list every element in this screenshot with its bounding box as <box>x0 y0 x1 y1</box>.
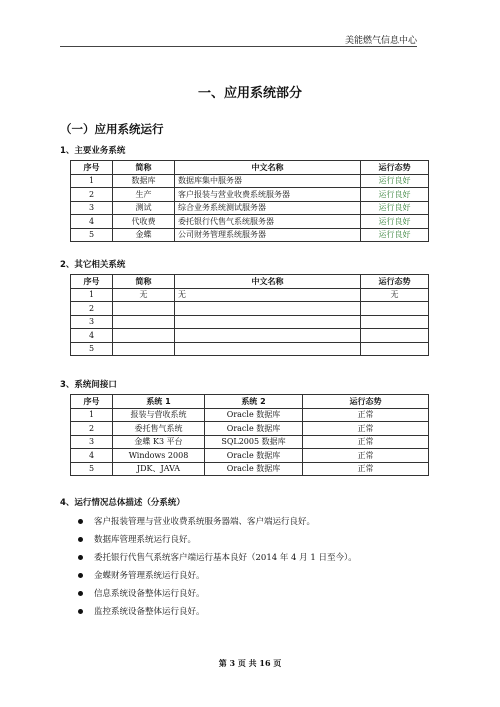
summary-title: 4、运行情况总体描述（分系统） <box>60 498 185 508</box>
cell: 1 <box>71 288 113 302</box>
cell: 正常 <box>303 462 429 476</box>
table-row <box>71 228 429 242</box>
cell <box>175 342 361 356</box>
table-row <box>71 215 429 229</box>
col-header: 简称 <box>113 275 175 289</box>
table-row <box>71 462 429 476</box>
cell <box>175 302 361 316</box>
list-item-text: 客户报装管理与营业收费系统服务器端、客户端运行良好。 <box>94 517 316 527</box>
cell <box>175 329 361 343</box>
cell: 4 <box>71 329 113 343</box>
cell: 代收费 <box>113 215 175 229</box>
cell: 综合业务系统测试服务器 <box>175 201 361 215</box>
cell: Oracle 数据库 <box>205 449 303 463</box>
cell: 5 <box>71 462 113 476</box>
cell: 3 <box>71 435 113 449</box>
col-header: 中文名称 <box>175 275 361 289</box>
table-row <box>71 329 429 343</box>
list-item <box>78 551 357 563</box>
cell <box>361 302 429 316</box>
cell: 1 <box>71 408 113 422</box>
cell <box>113 315 175 329</box>
col-header: 中文名称 <box>175 161 361 175</box>
table-row <box>71 188 429 202</box>
cell: 2 <box>71 302 113 316</box>
col-header: 序号 <box>71 395 113 409</box>
table-row <box>71 422 429 436</box>
list-item-text: 金蝶财务管理系统运行良好。 <box>94 571 205 581</box>
status-cell: 运行良好 <box>361 228 429 242</box>
bullet-icon <box>78 537 83 542</box>
cell: 无 <box>361 288 429 302</box>
table-row <box>71 174 429 188</box>
cell: 委托售气系统 <box>113 422 205 436</box>
cell: 4 <box>71 215 113 229</box>
cell: 5 <box>71 228 113 242</box>
col-header: 序号 <box>71 275 113 289</box>
header-org: 美能燃气信息中心 <box>344 36 417 46</box>
cell: JDK、JAVA <box>113 462 205 476</box>
cell: 4 <box>71 449 113 463</box>
cell: 正常 <box>303 408 429 422</box>
related-systems-table <box>70 274 429 356</box>
page-footer: 第 3 页 共 16 页 <box>218 658 282 668</box>
bullet-icon <box>78 519 83 524</box>
cell <box>113 302 175 316</box>
cell: 正常 <box>303 435 429 449</box>
table3-title: 3、系统间接口 <box>60 380 117 390</box>
cell: 金蝶 <box>113 228 175 242</box>
table-row <box>71 342 429 356</box>
table-row <box>71 288 429 302</box>
list-item <box>78 515 315 527</box>
cell: SQL2005 数据库 <box>205 435 303 449</box>
col-header: 简称 <box>113 161 175 175</box>
bullet-icon <box>78 609 83 614</box>
col-header: 运行态势 <box>361 161 429 175</box>
table-row <box>71 302 429 316</box>
cell <box>113 342 175 356</box>
page-header <box>60 34 417 47</box>
status-cell: 运行良好 <box>361 188 429 202</box>
cell: 生产 <box>113 188 175 202</box>
section-title: （一）应用系统运行 <box>60 122 164 136</box>
cell <box>361 315 429 329</box>
cell: 正常 <box>303 449 429 463</box>
cell <box>113 329 175 343</box>
cell: 5 <box>71 342 113 356</box>
cell: 3 <box>71 315 113 329</box>
cell: 正常 <box>303 422 429 436</box>
cell: Windows 2008 <box>113 449 205 463</box>
bullet-icon <box>78 573 83 578</box>
cell: 公司财务管理系统服务器 <box>175 228 361 242</box>
cell: 委托银行代售气系统服务器 <box>175 215 361 229</box>
col-header: 运行态势 <box>303 395 429 409</box>
cell <box>361 342 429 356</box>
bullet-icon <box>78 591 83 596</box>
col-header: 系统 2 <box>205 395 303 409</box>
col-header: 运行态势 <box>361 275 429 289</box>
cell: 2 <box>71 422 113 436</box>
list-item <box>78 587 205 599</box>
cell: 金蝶 K3 平台 <box>113 435 205 449</box>
col-header: 系统 1 <box>113 395 205 409</box>
cell <box>361 329 429 343</box>
cell: 无 <box>113 288 175 302</box>
status-cell: 运行良好 <box>361 174 429 188</box>
list-item-text: 信息系统设备整体运行良好。 <box>94 589 205 599</box>
table-row <box>71 408 429 422</box>
status-cell: 运行良好 <box>361 215 429 229</box>
list-item-text: 数据库管理系统运行良好。 <box>94 535 197 545</box>
cell: 测试 <box>113 201 175 215</box>
cell: 无 <box>175 288 361 302</box>
list-item <box>78 605 205 617</box>
cell <box>175 315 361 329</box>
status-cell: 运行良好 <box>361 201 429 215</box>
cell: Oracle 数据库 <box>205 408 303 422</box>
cell: 1 <box>71 174 113 188</box>
cell: Oracle 数据库 <box>205 422 303 436</box>
page-title: 一、应用系统部分 <box>197 86 302 101</box>
col-header: 序号 <box>71 161 113 175</box>
cell: 2 <box>71 188 113 202</box>
list-item <box>78 533 196 545</box>
list-item-text: 监控系统设备整体运行良好。 <box>94 607 205 617</box>
table2-title: 2、其它相关系统 <box>60 260 126 270</box>
table-row <box>71 315 429 329</box>
cell: 报装与营收系统 <box>113 408 205 422</box>
list-item-text: 委托银行代售气系统客户端运行基本良好（2014 年 4 月 1 日至今）。 <box>94 553 357 563</box>
bullet-icon <box>78 555 83 560</box>
cell: 3 <box>71 201 113 215</box>
table-row <box>71 201 429 215</box>
list-item <box>78 569 205 581</box>
table-row <box>71 435 429 449</box>
table1-title: 1、主要业务系统 <box>60 146 126 156</box>
main-systems-table <box>70 160 429 242</box>
table-row <box>71 449 429 463</box>
cell: 客户报装与营业收费系统服务器 <box>175 188 361 202</box>
cell: Oracle 数据库 <box>205 462 303 476</box>
cell: 数据库集中服务器 <box>175 174 361 188</box>
cell: 数据库 <box>113 174 175 188</box>
interfaces-table <box>70 394 429 476</box>
